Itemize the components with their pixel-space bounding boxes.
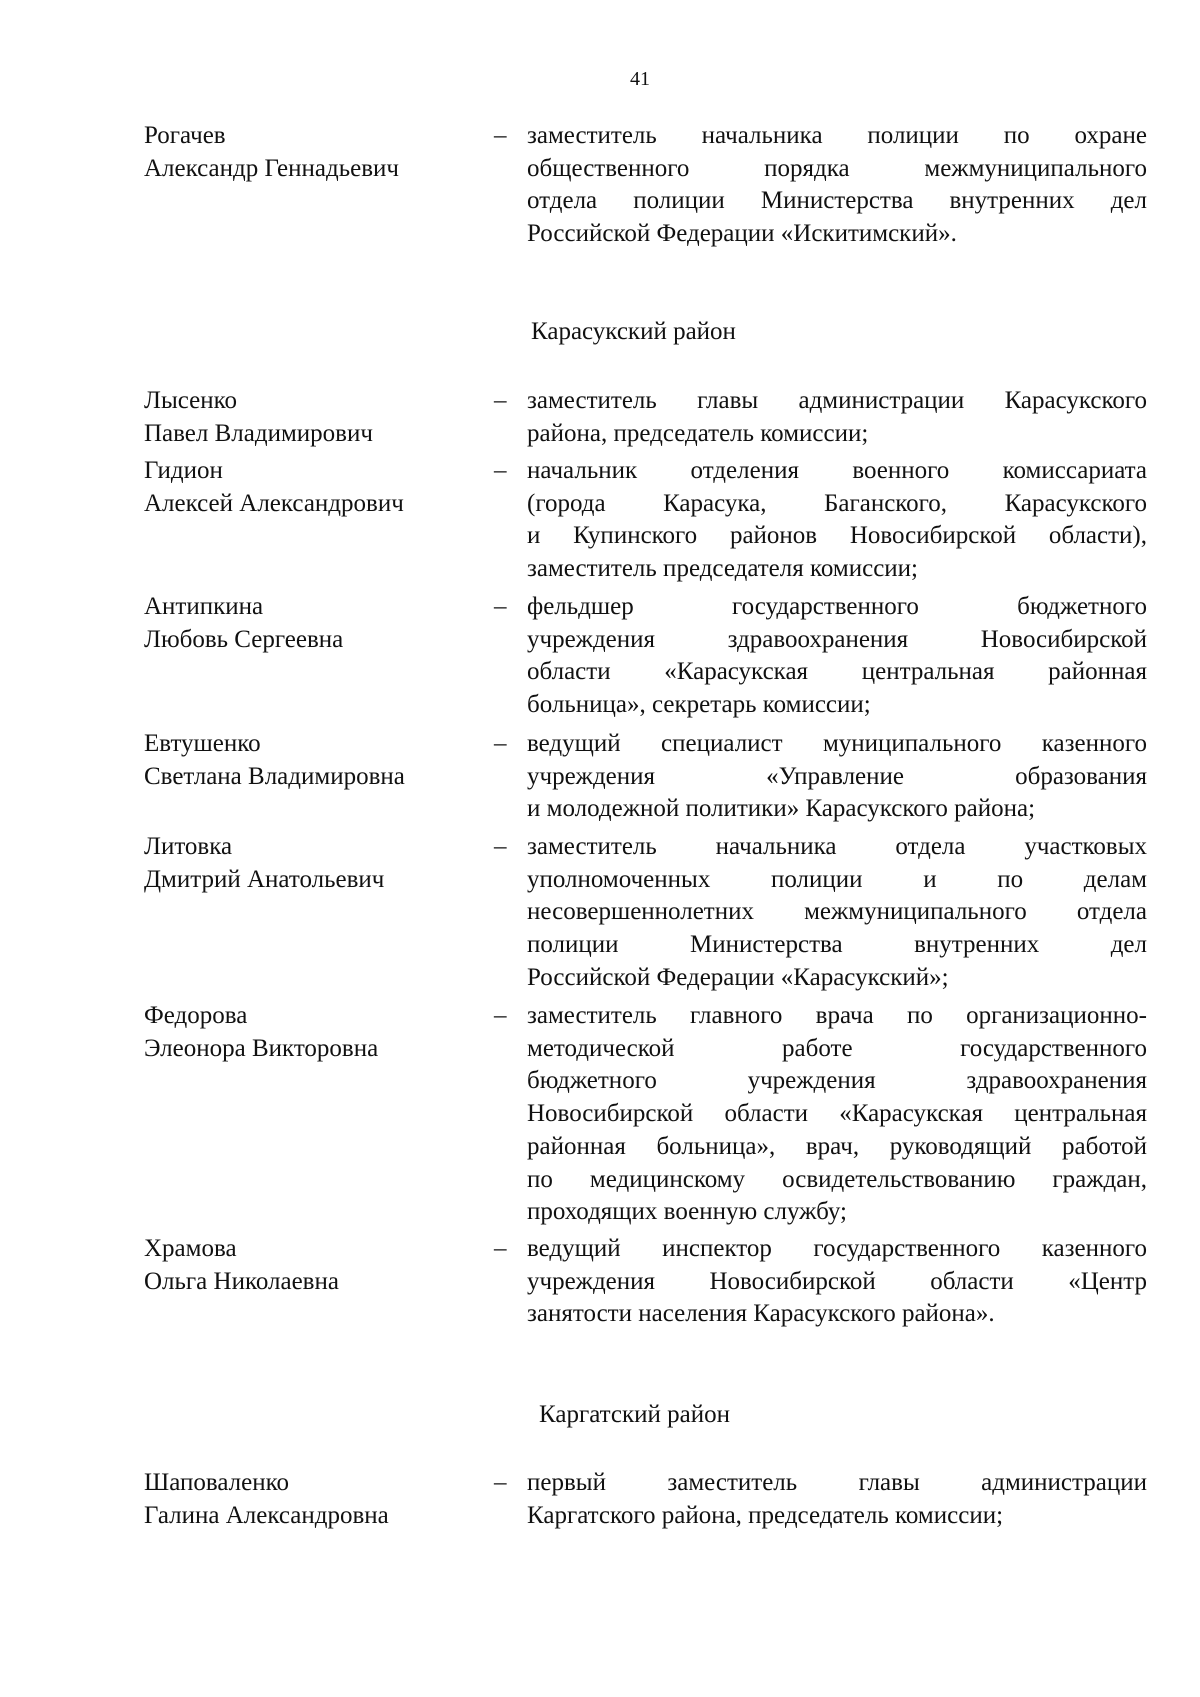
member-position [527, 1000, 1147, 1229]
dash-separator: – [494, 593, 507, 620]
position-line: ведущий инспектор государственного казенного [527, 1235, 1147, 1262]
position-line: заместитель главного врача по организационно- [527, 1002, 1147, 1029]
member-position [527, 120, 1147, 251]
position-line: учреждения здравоохранения Новосибирской [527, 625, 1147, 653]
position-line: (города Карасука, Баганского, Карасукского [527, 489, 1147, 517]
member-given-names: Ольга Николаевна [144, 1267, 339, 1295]
position-line: по медицинскому освидетельствованию граждан, [527, 1165, 1147, 1193]
member-position [527, 728, 1147, 826]
member-position [527, 1233, 1147, 1331]
position-line: первый заместитель главы администрации [527, 1469, 1147, 1496]
member-surname: Рогачев [144, 122, 226, 149]
section-heading-kargat: Каргатский район [539, 1401, 730, 1428]
position-line: начальник отделения военного комиссариата [527, 457, 1147, 484]
dash-separator: – [494, 730, 507, 757]
position-line: и молодежной политики» Карасукского района; [527, 795, 1036, 823]
position-line: района, председатель комиссии; [527, 419, 869, 447]
position-line: области «Карасукская центральная районная [527, 658, 1147, 686]
member-given-names: Светлана Владимировна [144, 762, 405, 790]
position-line: заместитель начальника отдела участковых [527, 833, 1147, 860]
member-given-names: Любовь Сергеевна [144, 625, 344, 653]
dash-separator: – [494, 833, 507, 860]
page-number: 41 [630, 68, 650, 90]
member-position [527, 831, 1147, 995]
dash-separator: – [494, 122, 507, 149]
member-name [144, 385, 474, 450]
position-line: методической работе государственного [527, 1034, 1147, 1062]
dash-separator: – [494, 387, 507, 414]
dash-separator: – [494, 1469, 507, 1496]
member-given-names: Александр Геннадьевич [144, 154, 399, 182]
member-surname: Шаповаленко [144, 1469, 289, 1496]
position-line: районная больница», врач, руководящий работой [527, 1132, 1147, 1160]
position-line: несовершеннолетних межмуниципального отдела [527, 898, 1147, 926]
member-given-names: Дмитрий Анатольевич [144, 865, 385, 893]
position-line: заместитель председателя комиссии; [527, 555, 919, 583]
position-line: уполномоченных полиции и по делам [527, 865, 1147, 893]
member-given-names: Галина Александровна [144, 1501, 389, 1529]
position-line: заместитель главы администрации Карасукского [527, 387, 1147, 414]
position-line: и Купинского районов Новосибирской области), [527, 522, 1147, 550]
position-line: заместитель начальника полиции по охране [527, 122, 1147, 149]
position-line: учреждения «Управление образования [527, 762, 1147, 790]
position-line: отдела полиции Министерства внутренних дел [527, 187, 1147, 215]
member-surname: Федорова [144, 1002, 248, 1029]
member-position [527, 385, 1147, 450]
position-line: Российской Федерации «Искитимский». [527, 220, 957, 248]
dash-separator: – [494, 1002, 507, 1029]
member-surname: Литовка [144, 833, 233, 860]
position-line: проходящих военную службу; [527, 1198, 847, 1226]
position-line: бюджетного учреждения здравоохранения [527, 1067, 1147, 1095]
member-name [144, 455, 474, 520]
position-line: больница», секретарь комиссии; [527, 691, 871, 719]
member-name [144, 831, 474, 896]
position-line: учреждения Новосибирской области «Центр [527, 1267, 1147, 1295]
member-name [144, 1233, 474, 1298]
member-surname: Гидион [144, 457, 223, 484]
member-given-names: Алексей Александрович [144, 489, 404, 517]
member-given-names: Элеонора Викторовна [144, 1034, 379, 1062]
member-surname: Храмова [144, 1235, 237, 1262]
member-position [527, 1467, 1147, 1532]
position-line: общественного порядка межмуниципального [527, 154, 1147, 182]
position-line: фельдшер государственного бюджетного [527, 593, 1147, 620]
member-name [144, 728, 474, 793]
dash-separator: – [494, 1235, 507, 1262]
position-line: Новосибирской области «Карасукская центральная [527, 1100, 1147, 1128]
member-name [144, 1467, 474, 1532]
dash-separator: – [494, 457, 507, 484]
member-surname: Евтушенко [144, 730, 261, 757]
member-position [527, 591, 1147, 722]
member-name [144, 591, 474, 656]
position-line: полиции Министерства внутренних дел [527, 931, 1147, 959]
position-line: Российской Федерации «Карасукский»; [527, 963, 949, 991]
position-line: занятости населения Карасукского района». [527, 1300, 995, 1328]
member-name [144, 1000, 474, 1065]
member-position [527, 455, 1147, 586]
position-line: ведущий специалист муниципального казенного [527, 730, 1147, 757]
section-heading-karasuk: Карасукский район [531, 318, 736, 345]
member-surname: Антипкина [144, 593, 264, 620]
member-name [144, 120, 474, 185]
member-surname: Лысенко [144, 387, 238, 414]
position-line: Каргатского района, председатель комиссии; [527, 1501, 1004, 1529]
member-given-names: Павел Владимирович [144, 419, 373, 447]
